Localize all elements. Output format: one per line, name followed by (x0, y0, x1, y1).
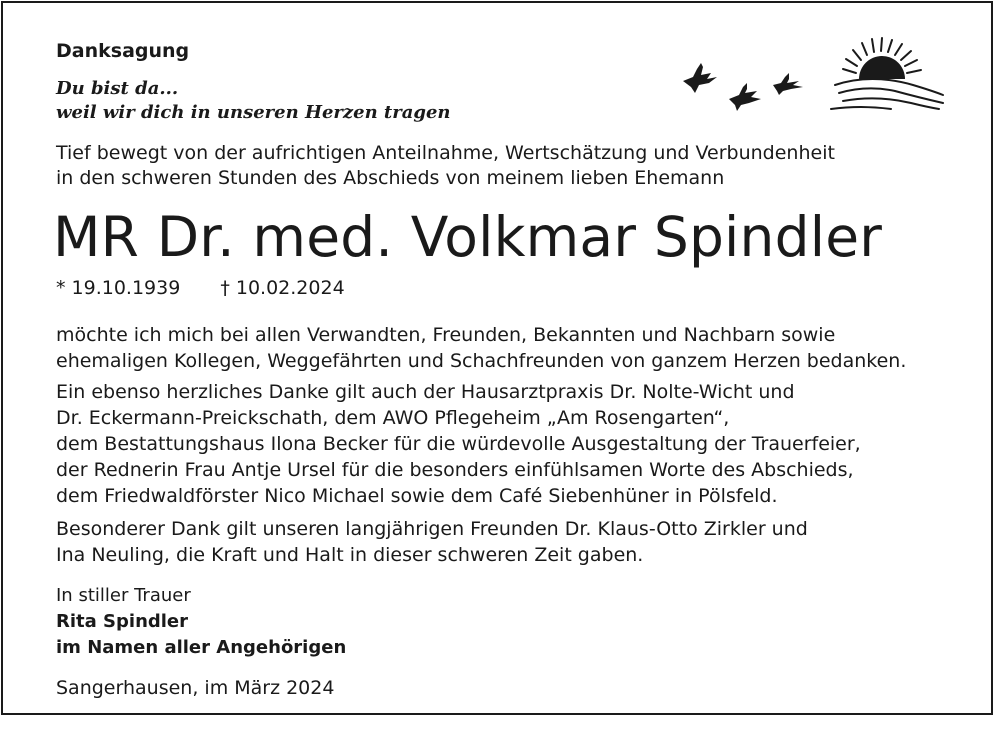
sun-icon (859, 56, 905, 79)
paragraph-line: ehemaligen Kollegen, Weggefährten und Schachfreunden von ganzem Herzen bedanken. (56, 350, 907, 372)
intro-line-1: Tief bewegt von der aufrichtigen Anteilnahme, Wertschätzung und Verbundenheit (56, 142, 835, 164)
paragraph-line: dem Bestattungshaus Ilona Becker für die würdevolle Ausgestaltung der Trauerfeier, (56, 433, 861, 455)
motto-line-1: Du bist da... (56, 78, 179, 99)
obituary-notice (1, 1, 993, 715)
place-and-date: Sangerhausen, im März 2024 (56, 677, 335, 699)
birth-date: * 19.10.1939 (56, 277, 181, 299)
paragraph-line: Ein ebenso herzliches Danke gilt auch der Hausarztpraxis Dr. Nolte-Wicht und (56, 381, 795, 403)
notice-heading: Danksagung (56, 40, 190, 62)
closing-line: In stiller Trauer (56, 585, 191, 606)
birds-icon (683, 63, 803, 111)
intro-line-2: in den schweren Stunden des Abschieds von meinem lieben Ehemann (56, 167, 725, 189)
thanks-paragraph-2 (56, 379, 861, 509)
death-date: † 10.02.2024 (220, 277, 345, 299)
paragraph-line: möchte ich mich bei allen Verwandten, Freunden, Bekannten und Nachbarn sowie (56, 324, 836, 346)
paragraph-line: Besonderer Dank gilt unseren langjährigen Freunden Dr. Klaus-Otto Zirkler und (56, 518, 808, 540)
paragraph-line: dem Friedwaldförster Nico Michael sowie dem Café Siebenhüner in Pölsfeld. (56, 485, 778, 507)
paragraph-line: der Rednerin Frau Antje Ursel für die besonders einfühlsamen Worte des Abschieds, (56, 459, 854, 481)
deceased-name: MR Dr. med. Volkmar Spindler (53, 205, 883, 269)
motto-line-2: weil wir dich in unseren Herzen tragen (56, 102, 451, 123)
hills-icon (831, 79, 943, 109)
life-dates (56, 277, 345, 299)
thanks-paragraph-1 (56, 322, 906, 374)
thanks-paragraph-3 (56, 516, 808, 568)
paragraph-line: Dr. Eckermann-Preickschath, dem AWO Pflegeheim „Am Rosengarten“, (56, 407, 730, 429)
birds-and-sunset-icon (681, 33, 951, 113)
paragraph-line: Ina Neuling, die Kraft und Halt in dieser schweren Zeit gaben. (56, 544, 644, 566)
closing-signature (56, 583, 346, 661)
signer-relation: im Namen aller Angehörigen (56, 637, 347, 658)
motto (56, 77, 451, 125)
intro-text (56, 141, 835, 191)
signer-name: Rita Spindler (56, 611, 189, 632)
